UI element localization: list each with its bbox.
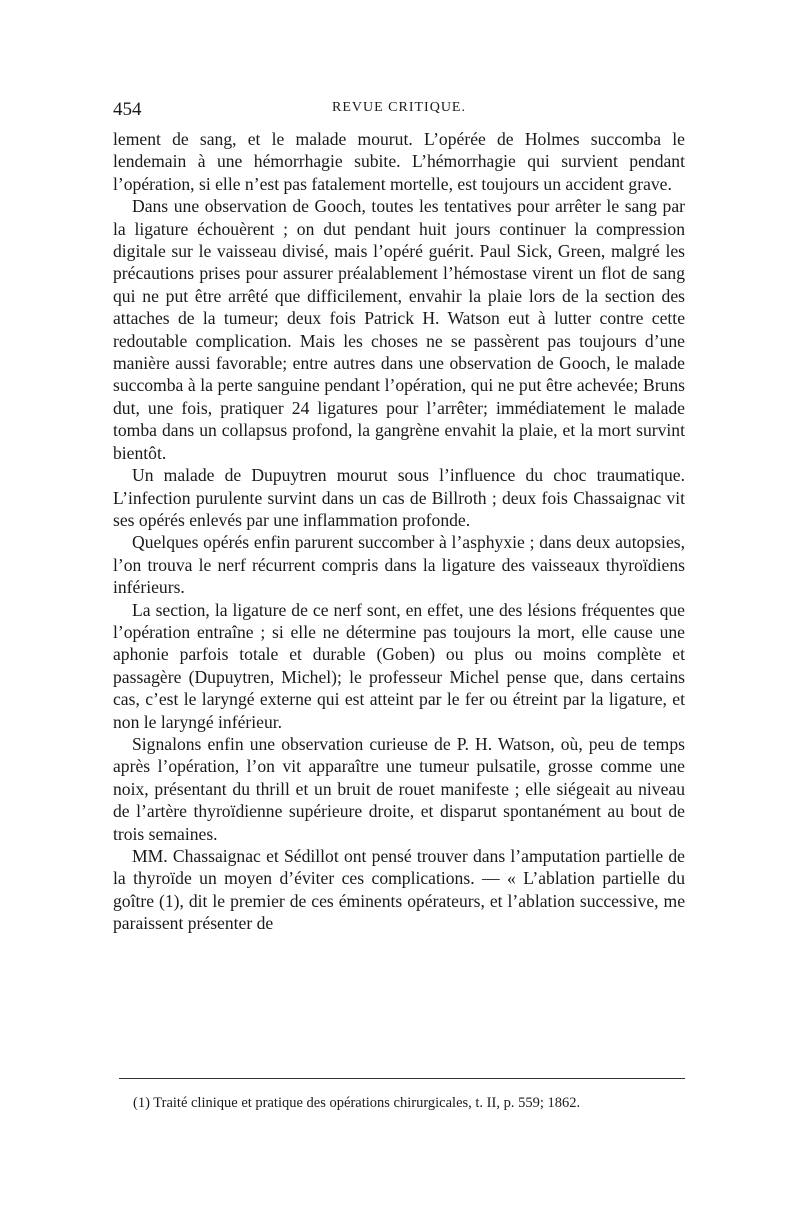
paragraph: MM. Chassaignac et Sédillot ont pensé trouver dans l’amputation partielle de la thyroïde un moyen d’éviter ces complications. — « L’ablation partielle du goître (1), dit le premier de ces éminents opérateurs, et l’ablation successive, me paraissent présenter de bbox=[113, 846, 685, 934]
page-header bbox=[113, 99, 685, 123]
paragraph: Dans une observation de Gooch, toutes les tentatives pour arrêter le sang par la ligature échouèrent ; on dut pendant huit jours continuer la compression digitale sur le vaisseau divisé, mais l’opéré guérit. Paul Sick, Green, malgré les précautions prises pour assurer préalablement l’hémostase virent un flot de sang qui ne put être arrêté que difficilement, envahir la plaie lors de la section des attaches de la tumeur; deux fois Patrick H. Watson eut à lutter contre cette redoutable complication. Mais les choses ne se passèrent pas toujours d’une manière aussi favorable; entre autres dans une observation de Gooch, le malade succomba à la perte sanguine pendant l’opération, qui ne put être achevée; Bruns dut, une fois, pratiquer 24 ligatures pour l’arrêter; immédiatement le malade tomba dans un collapsus profond, la gangrène envahit la plaie, et la mort survint bientôt. bbox=[113, 196, 685, 463]
paragraph: Quelques opérés enfin parurent succomber à l’asphyxie ; dans deux autopsies, l’on trouva le nerf récurrent compris dans la ligature des vaisseaux thyroïdiens inférieurs. bbox=[113, 532, 685, 598]
body-text bbox=[113, 128, 685, 935]
page-number: 454 bbox=[113, 99, 142, 120]
paragraph: Un malade de Dupuytren mourut sous l’influence du choc traumatique. L’infection purulente survint dans un cas de Billroth ; deux fois Chassaignac vit ses opérés enlevés par une inflammation profonde. bbox=[113, 465, 685, 530]
running-head: REVUE CRITIQUE. bbox=[332, 100, 466, 115]
paragraph: La section, la ligature de ce nerf sont, en effet, une des lésions fréquentes que l’opération entraîne ; si elle ne détermine pas toujours la mort, elle cause une aphonie parfois totale et durable (Goben) ou plus ou moins complète et passagère (Dupuytren, Michel); le professeur Michel pense que, dans certains cas, c’est le laryngé externe qui est atteint par le fer ou étreint par la ligature, et non le laryngé inférieur. bbox=[113, 599, 685, 732]
paragraph: lement de sang, et le malade mourut. L’opérée de Holmes succomba le lendemain à une hémorrhagie subite. L’hémorrhagie qui survient pendant l’opération, si elle n’est pas fatalement mortelle, est toujours un accident grave. bbox=[113, 129, 685, 194]
paragraph: Signalons enfin une observation curieuse de P. H. Watson, où, peu de temps après l’opération, l’on vit apparaître une tumeur pulsatile, grosse comme une noix, présentant du thrill et un bruit de rouet manifeste ; elle siégeait au niveau de l’artère thyroïdienne supérieure droite, et disparut spontanément au bout de trois semaines. bbox=[113, 733, 685, 844]
footnote: (1) Traité clinique et pratique des opérations chirurgicales, t. II, p. 559; 1862. bbox=[133, 1095, 581, 1111]
footnote-rule bbox=[119, 1078, 685, 1079]
